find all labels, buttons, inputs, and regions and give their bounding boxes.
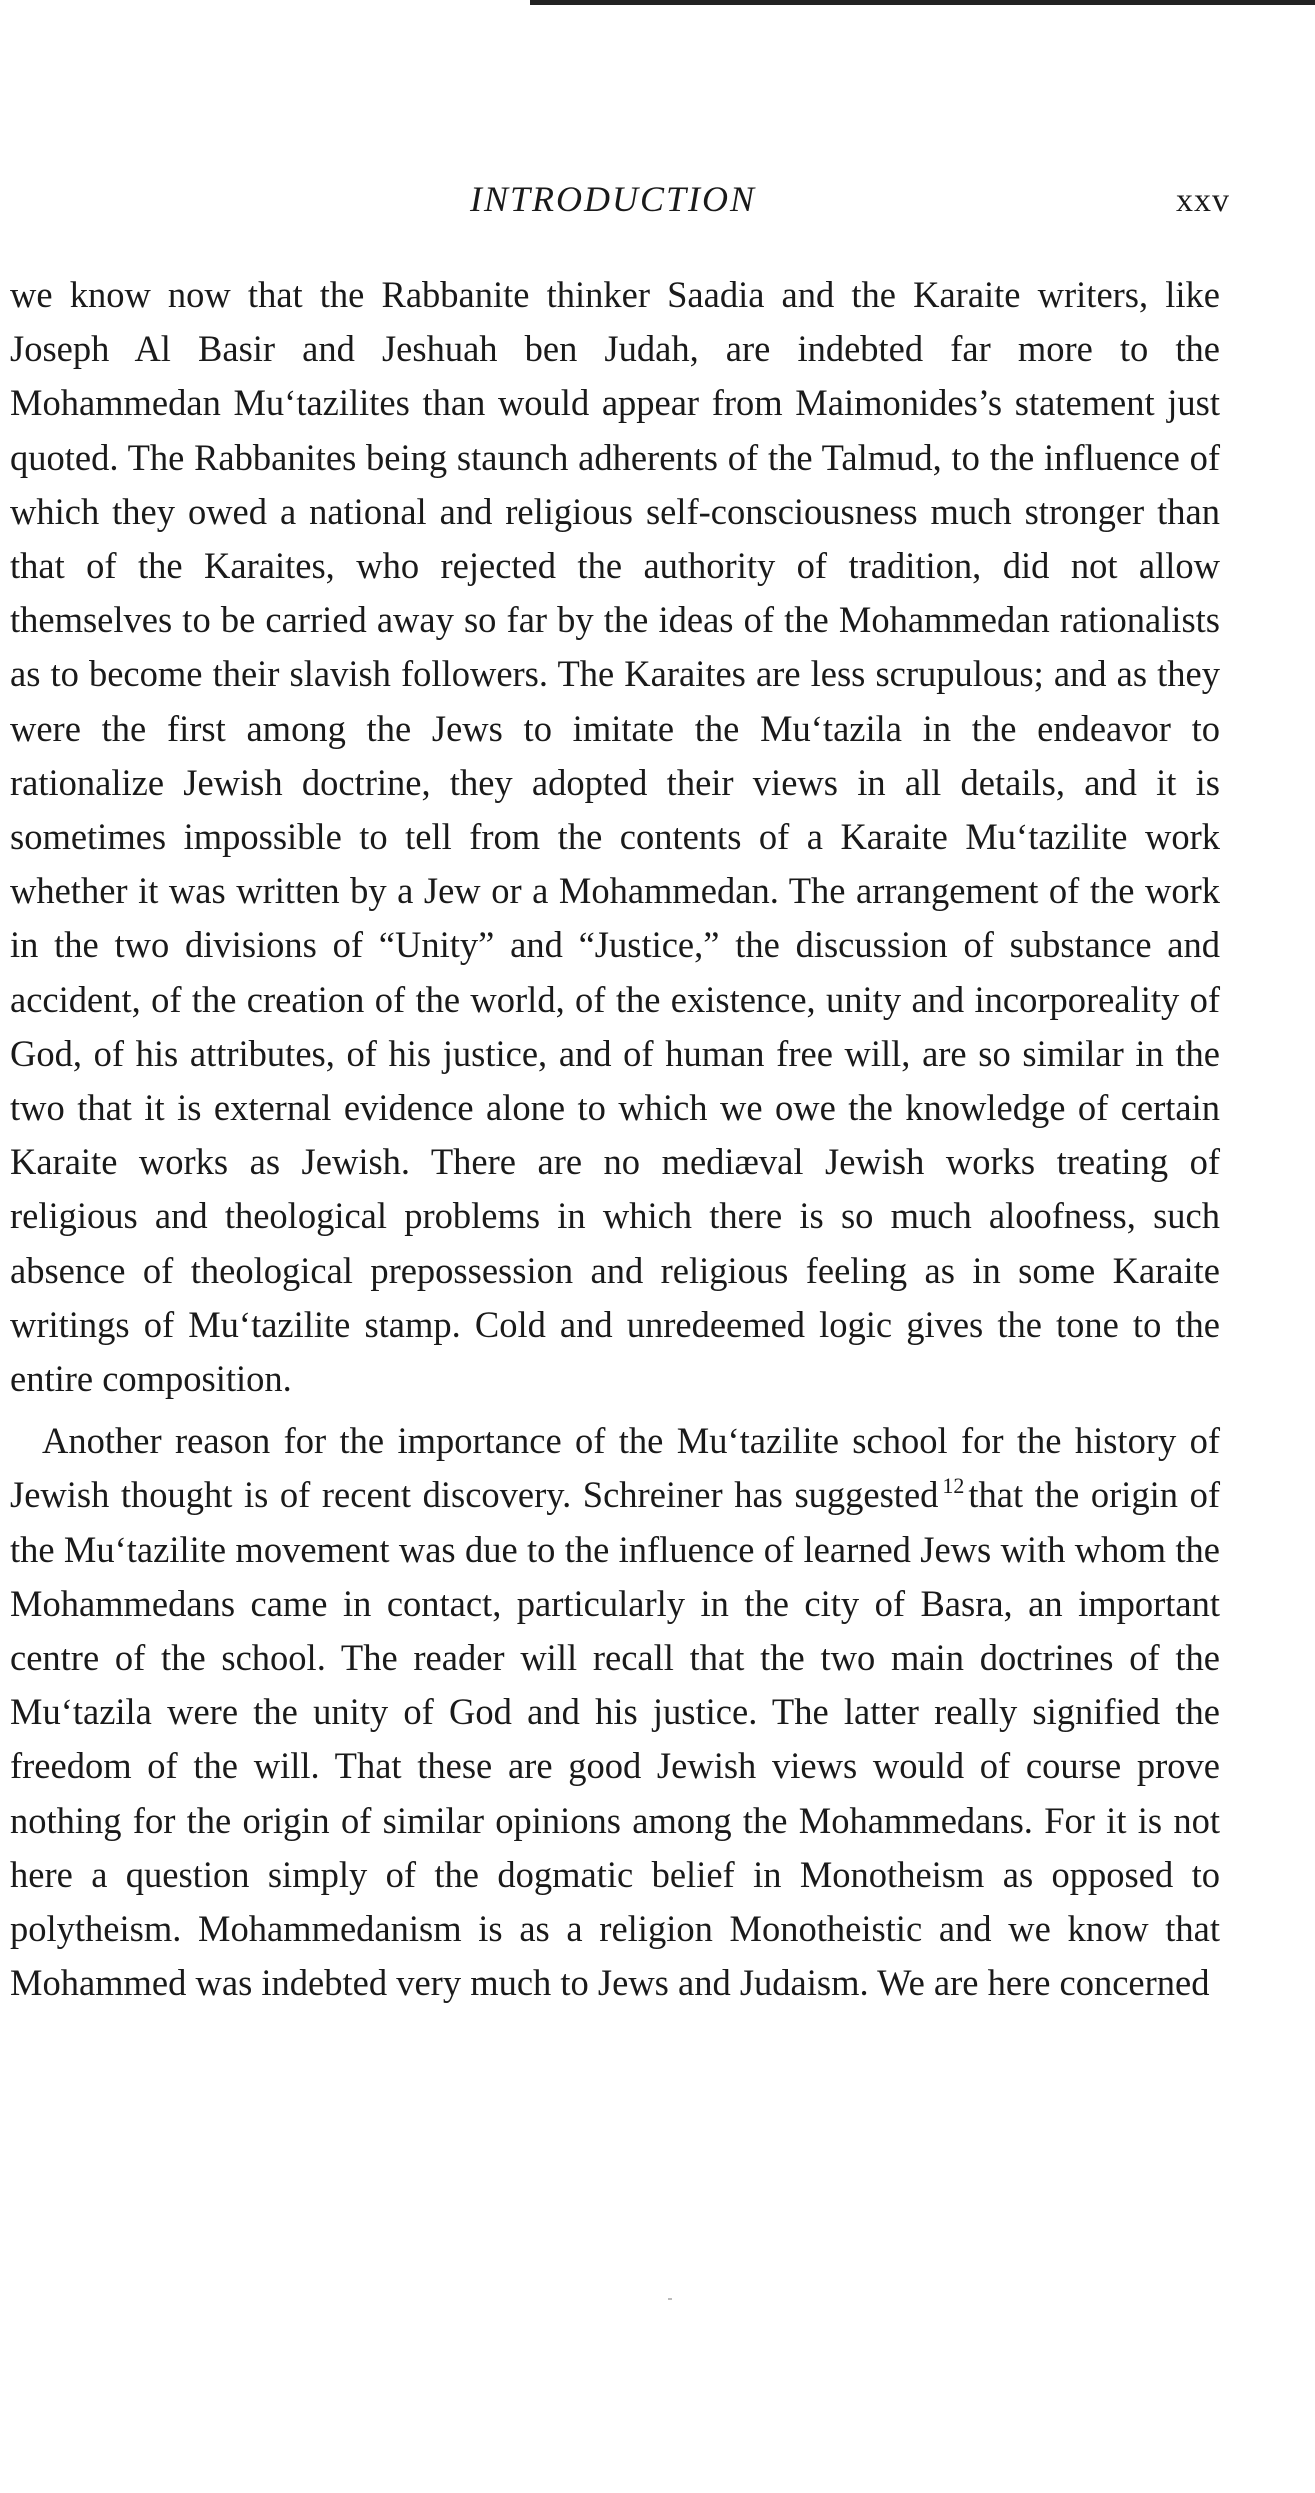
running-head xyxy=(0,178,1230,228)
footnote-reference: 12 xyxy=(942,1473,965,1499)
paragraph-2 xyxy=(10,1414,1220,2010)
body-text xyxy=(10,268,1220,2011)
paragraph-2-text-before-note: Another reason for the importance of the Mu‘tazilite school for the history of Jewish thought is of recent discovery. Schreiner has suggested xyxy=(10,1420,1220,1516)
paragraph-1: we know now that the Rabbanite thinker Saadia and the Karaite writers, like Joseph Al Basir and Jeshuah ben Judah, are indebted far more to the Mohammedan Mu‘tazilites than would appear from Maimonides’s statement just quoted. The Rabbanites being staunch adherents of the Talmud, to the influence of which they owed a national and religious self-consciousness much stronger than that of the Karaites, who rejected the authority of tradition, did not allow themselves to be carried away so far by the ideas of the Mohammedan rationalists as to become their slavish followers. The Karaites are less scrupulous; and as they were the first among the Jews to imitate the Mu‘tazila in the endeavor to rationalize Jewish doctrine, they adopted their views in all details, and it is sometimes impossible to tell from the contents of a Karaite Mu‘tazilite work whether it was written by a Jew or a Mohammedan. The arrangement of the work in the two divisions of “Unity” and “Justice,” the discussion of substance and accident, of the creation of the world, of the existence, unity and incorporeality of God, of his attributes, of his justice, and of human free will, are so similar in the two that it is external evidence alone to which we owe the knowledge of certain Karaite works as Jewish. There are no mediæval Jewish works treating of religious and theological problems in which there is so much aloofness, such absence of theological prepossession and religious feeling as in some Karaite writings of Mu‘tazilite stamp. Cold and unredeemed logic gives the tone to the entire composition. xyxy=(10,274,1220,1400)
top-rule xyxy=(530,0,1315,5)
page-speck xyxy=(668,2298,672,2300)
page-number: xxv xyxy=(1176,182,1230,219)
running-title: INTRODUCTION xyxy=(470,179,757,219)
paragraph-2-text-after-note: that the origin of the Mu‘tazilite movement was due to the influence of learned Jews with whom the Mohammedans came in contact, particularly in the city of Basra, an important centre of the school. The reader will recall that the two main doctrines of the Mu‘tazila were the unity of God and his justice. The latter really signified the freedom of the will. That these are good Jewish views would of course prove nothing for the origin of similar opinions among the Mohammedans. For it is not here a question simply of the dogmatic belief in Monotheism as opposed to polytheism. Mohammedanism is as a religion Monotheistic and we know that Mohammed was indebted very much to Jews and Judaism. We are here concerned xyxy=(10,1474,1220,2004)
